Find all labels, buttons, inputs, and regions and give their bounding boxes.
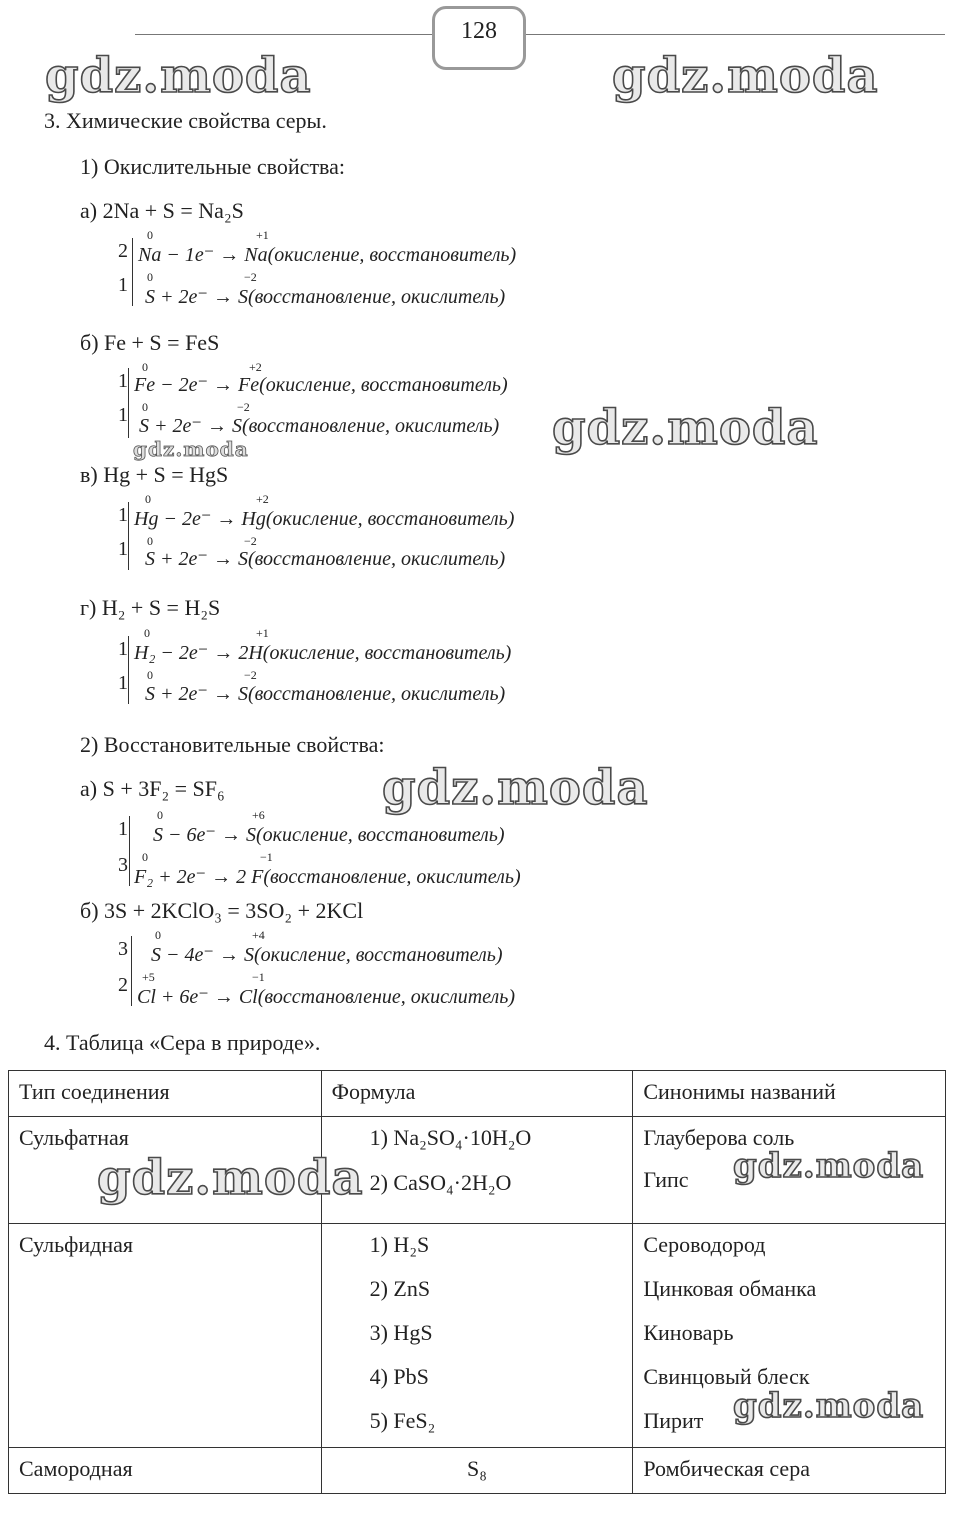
half-right: S xyxy=(231,415,242,437)
watermark-logo: gdz.moda xyxy=(733,1386,925,1426)
table-row xyxy=(9,1448,946,1494)
arrow: → xyxy=(218,944,239,966)
reaction-equation: а) S + 3F₂ = SF₆ xyxy=(80,776,225,801)
oxidizing-props-heading: 1) Окислительные свойства: xyxy=(80,154,346,179)
section-3-title: 3. Химические свойства серы. xyxy=(44,108,327,133)
arrow: → xyxy=(216,508,237,530)
oxidation-state: +4 xyxy=(252,928,265,942)
synonym-item: Киноварь xyxy=(643,1320,734,1345)
half-comment: (восстановление, окислитель) xyxy=(241,415,500,437)
half-right: 2H xyxy=(238,642,263,664)
half-right: S xyxy=(245,824,256,846)
half-left: Cl + 6e⁻ xyxy=(137,986,209,1008)
coefficient: 1 xyxy=(118,274,128,296)
header-rule-right xyxy=(523,34,945,35)
half-right: S xyxy=(237,286,248,308)
oxidation-state: −2 xyxy=(244,534,257,548)
watermark-logo: gdz.moda xyxy=(97,1150,364,1206)
coefficient: 1 xyxy=(118,818,128,840)
half-right: S xyxy=(237,683,248,705)
half-right: S xyxy=(237,548,248,570)
arrow: → xyxy=(213,642,234,664)
type-cell: Сульфидная xyxy=(9,1224,322,1448)
coefficient: 2 xyxy=(118,974,128,996)
oxidation-state: −2 xyxy=(244,668,257,682)
half-right: Na xyxy=(244,244,268,266)
formula-item: 4) PbS xyxy=(369,1364,429,1389)
half-reaction xyxy=(134,640,511,665)
arrow: → xyxy=(213,986,234,1008)
coefficient: 2 xyxy=(118,240,128,262)
synonym-item: Гипс xyxy=(643,1167,689,1192)
balance-bar xyxy=(128,502,129,570)
watermark-logo: gdz.moda xyxy=(733,1146,925,1186)
balance-bar xyxy=(129,816,130,886)
oxidation-state: −1 xyxy=(260,850,273,864)
oxidation-state: +5 xyxy=(142,970,155,984)
oxidation-state: −2 xyxy=(244,270,257,284)
formula-item: 3) HgS xyxy=(369,1320,433,1345)
table-header-cell: Формула xyxy=(321,1071,633,1117)
table-header-row xyxy=(9,1071,946,1117)
half-reaction xyxy=(134,864,521,889)
half-comment: (окисление, восстановитель) xyxy=(267,244,517,266)
half-comment: (окисление, восстановитель) xyxy=(259,374,508,396)
half-reaction xyxy=(145,681,505,706)
coefficient: 1 xyxy=(118,538,128,560)
oxidation-state: +1 xyxy=(256,228,269,242)
header-rule-left xyxy=(135,34,432,35)
half-comment: (восстановление, окислитель) xyxy=(247,286,506,308)
half-reaction xyxy=(134,506,514,531)
oxidation-state: 0 xyxy=(157,808,163,822)
half-comment: (окисление, восстановитель) xyxy=(255,824,505,846)
balance-bar xyxy=(131,936,132,1006)
formula-cell: S₈ xyxy=(321,1448,633,1494)
table-header-cell: Тип соединения xyxy=(9,1071,322,1117)
arrow: → xyxy=(212,286,233,308)
synonym-item: Глауберова соль xyxy=(643,1125,795,1150)
oxidation-state: 0 xyxy=(155,928,161,942)
half-right: Cl xyxy=(238,986,258,1008)
half-comment: (восстановление, окислитель) xyxy=(247,683,506,705)
reaction-equation: в) Hg + S = HgS xyxy=(80,462,229,487)
names-cell: Ромбическая сера xyxy=(633,1448,946,1494)
type-cell: Сульфатная xyxy=(9,1117,322,1224)
oxidation-state: 0 xyxy=(142,360,148,374)
half-comment: (восстановление, окислитель) xyxy=(263,866,521,888)
sulfur-in-nature-table xyxy=(8,1070,946,1494)
oxidation-state: −2 xyxy=(237,400,250,414)
oxidation-state: +2 xyxy=(256,492,269,506)
watermark-logo: gdz.moda xyxy=(133,437,249,461)
synonym-item: Цинковая обманка xyxy=(643,1276,817,1301)
balance-bar xyxy=(132,238,133,306)
oxidation-state: 0 xyxy=(147,270,153,284)
half-reaction xyxy=(137,984,515,1009)
formula-cell xyxy=(321,1117,633,1224)
coefficient: 3 xyxy=(118,854,128,876)
reaction-equation: б) 3S + 2KClO₃ = 3SO₂ + 2KCl xyxy=(80,898,364,923)
oxidation-state: 0 xyxy=(142,850,148,864)
half-left: S + 2e⁻ xyxy=(139,415,202,437)
coefficient: 1 xyxy=(118,672,128,694)
half-left: H₂ − 2e⁻ xyxy=(134,642,209,664)
type-cell: Самородная xyxy=(9,1448,322,1494)
half-left: Fe − 2e⁻ xyxy=(134,374,209,396)
arrow: → xyxy=(219,244,240,266)
formula-cell xyxy=(321,1224,633,1448)
half-reaction xyxy=(134,372,508,397)
half-right: 2 F xyxy=(236,866,264,888)
synonym-item: Сероводород xyxy=(643,1232,766,1257)
half-right: Hg xyxy=(241,508,266,530)
formula-item: 2) CaSO₄·2H₂O xyxy=(369,1170,512,1195)
half-left: S + 2e⁻ xyxy=(145,548,208,570)
watermark-logo: gdz.moda xyxy=(382,760,649,816)
half-left: F₂ + 2e⁻ xyxy=(134,866,207,888)
half-reaction xyxy=(138,242,516,267)
oxidation-state: +6 xyxy=(252,808,265,822)
formula-item: 1) H₂S xyxy=(369,1232,430,1257)
watermark-logo: gdz.moda xyxy=(552,400,819,456)
half-reaction xyxy=(145,284,505,309)
watermark-logo: gdz.moda xyxy=(45,48,312,104)
half-comment: (восстановление, окислитель) xyxy=(257,986,516,1008)
half-left: Na − 1e⁻ xyxy=(138,244,215,266)
balance-bar xyxy=(128,636,129,704)
oxidation-state: 0 xyxy=(144,626,150,640)
arrow: → xyxy=(212,548,233,570)
half-right: S xyxy=(243,944,254,966)
arrow: → xyxy=(212,683,233,705)
oxidation-state: −1 xyxy=(252,970,265,984)
half-left: Hg − 2e⁻ xyxy=(134,508,212,530)
coefficient: 1 xyxy=(118,370,128,392)
formula-item: 2) ZnS xyxy=(369,1276,431,1301)
formula-item: 1) Na₂SO₄·10H₂O xyxy=(369,1125,532,1150)
half-reaction xyxy=(151,942,503,967)
half-reaction xyxy=(139,413,499,438)
coefficient: 1 xyxy=(118,638,128,660)
oxidation-state: 0 xyxy=(147,668,153,682)
synonym-item: Пирит xyxy=(643,1408,704,1433)
half-right: Fe xyxy=(238,374,260,396)
oxidation-state: 0 xyxy=(147,534,153,548)
oxidation-state: 0 xyxy=(145,492,151,506)
arrow: → xyxy=(220,824,241,846)
half-reaction xyxy=(145,546,505,571)
reaction-equation: г) H₂ + S = H₂S xyxy=(80,595,221,620)
half-left: S − 4e⁻ xyxy=(151,944,214,966)
oxidation-state: 0 xyxy=(142,400,148,414)
oxidation-state: +1 xyxy=(256,626,269,640)
half-comment: (восстановление, окислитель) xyxy=(247,548,506,570)
watermark-logo: gdz.moda xyxy=(612,48,879,104)
oxidation-state: 0 xyxy=(147,228,153,242)
half-left: S − 6e⁻ xyxy=(153,824,216,846)
table-header-cell: Синонимы названий xyxy=(633,1071,946,1117)
balance-bar xyxy=(128,368,129,438)
formula-item: 5) FeS₂ xyxy=(369,1408,436,1433)
page-number: 128 xyxy=(432,6,526,70)
arrow: → xyxy=(211,866,232,888)
half-left: S + 2e⁻ xyxy=(145,683,208,705)
coefficient: 1 xyxy=(118,504,128,526)
half-comment: (окисление, восстановитель) xyxy=(262,642,512,664)
section-4-title: 4. Таблица «Сера в природе». xyxy=(44,1030,321,1055)
coefficient: 1 xyxy=(118,404,128,426)
half-left: S + 2e⁻ xyxy=(145,286,208,308)
oxidation-state: +2 xyxy=(249,360,262,374)
synonym-item: Свинцовый блеск xyxy=(643,1364,810,1389)
reducing-props-heading: 2) Восстановительные свойства: xyxy=(80,732,385,757)
arrow: → xyxy=(206,415,227,437)
half-comment: (окисление, восстановитель) xyxy=(253,944,503,966)
arrow: → xyxy=(213,374,234,396)
coefficient: 3 xyxy=(118,938,128,960)
reaction-equation: б) Fe + S = FeS xyxy=(80,330,220,355)
half-reaction xyxy=(153,822,505,847)
half-comment: (окисление, восстановитель) xyxy=(265,508,515,530)
reaction-equation: а) 2Na + S = Na₂S xyxy=(80,198,244,223)
